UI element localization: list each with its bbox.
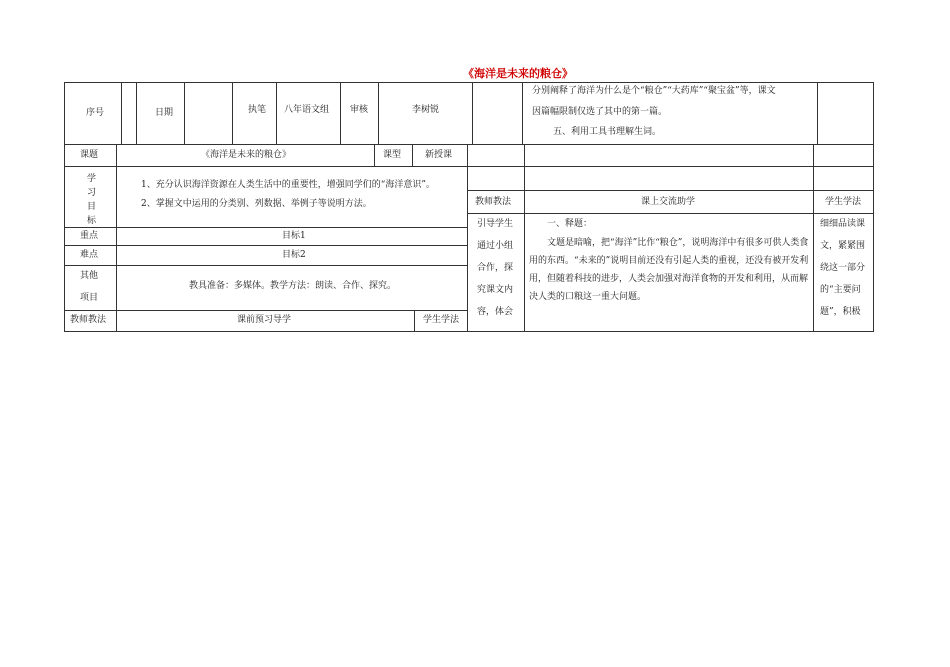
topright-line1: 分别阐释了海洋为什么是个“粮仓”“大药库”“聚宝盆”等，课文 [532, 86, 776, 96]
table-border [524, 144, 525, 332]
table-border [813, 144, 814, 332]
table-border [378, 82, 379, 144]
right-teacher-method-label: 教师教法 [475, 197, 512, 207]
table-border [817, 82, 818, 144]
explain-heading: 一、释题： [547, 219, 593, 229]
table-border [121, 82, 122, 144]
writer-group: 八年语文组 [284, 105, 330, 115]
goal-1: 1、充分认识海洋资源在人类生活中的重要性，增强同学们的“海洋意识”。 [141, 180, 435, 190]
table-border [276, 82, 277, 144]
serial-label: 序号 [86, 108, 105, 118]
date-label: 日期 [155, 108, 174, 118]
table-border [412, 144, 413, 166]
topic-label: 课题 [80, 150, 99, 160]
preview-label: 课前预习导学 [237, 315, 292, 325]
topright-line3: 五、利用工具书理解生词。 [553, 127, 662, 137]
teacher-col-line: 究课文内 [477, 285, 514, 295]
reviewer-label: 审核 [350, 105, 369, 115]
goals-label-char: 学 [87, 174, 97, 184]
exchange-label: 课上交流助学 [641, 197, 696, 207]
table-border [64, 82, 874, 83]
writer-label: 执笔 [248, 105, 267, 115]
student-col-line: 绕这一部分 [820, 263, 866, 273]
type-label: 课型 [383, 150, 402, 160]
document-title: 《海洋是未来的粮仓》 [372, 66, 577, 83]
teacher-col-line: 容，体会 [477, 307, 514, 317]
table-border [340, 82, 341, 144]
student-col-line: 文，紧紧围 [820, 241, 866, 251]
goals-label-char: 标 [87, 216, 97, 226]
table-border [116, 144, 117, 332]
table-border [64, 82, 65, 332]
table-border [232, 82, 233, 144]
explain-text: 文题是暗喻，把“海洋”比作“粮仓”，说明海洋中有很多可供人类食用的东西。“未来的”说明目前还没有引起人类的重视，还没有被开发利用，但随着科技的进步，人类会加强对海洋食物的开发和利用，从而解决人类的口粮这一重大问题。 [529, 238, 809, 302]
teacher-col-line: 通过小组 [477, 241, 514, 251]
table-border [64, 166, 468, 167]
topright-line2: 因篇幅限制仅选了其中的第一篇。 [532, 107, 668, 117]
student-col-line: 的“主要问 [820, 285, 861, 295]
table-border [64, 331, 874, 332]
goals-label-char: 习 [87, 188, 97, 198]
difficulty-label: 难点 [80, 250, 99, 260]
key-value: 目标1 [282, 231, 306, 241]
table-border [64, 227, 468, 228]
table-border [414, 310, 415, 332]
table-border [136, 82, 137, 144]
table-border [64, 265, 468, 266]
table-border [64, 310, 468, 311]
table-border [64, 245, 468, 246]
key-label: 重点 [80, 231, 99, 241]
topic-value: 《海洋是未来的粮仓》 [201, 150, 292, 160]
right-student-method-label: 学生学法 [825, 197, 862, 207]
other-value: 教具准备：多媒体。教学方法：朗读、合作、探究。 [189, 281, 397, 291]
teacher-method-label: 教师教法 [70, 315, 107, 325]
student-col-line: 细细品读课 [820, 219, 866, 229]
table-border [64, 144, 874, 145]
table-border [374, 144, 375, 166]
table-border [184, 82, 185, 144]
table-border [873, 82, 874, 332]
other-label-2: 项目 [80, 293, 99, 303]
student-method-label: 学生学法 [423, 315, 460, 325]
table-border [467, 144, 468, 332]
teacher-col-line: 合作，探 [477, 263, 514, 273]
difficulty-value: 目标2 [282, 250, 306, 260]
table-border [522, 82, 523, 144]
table-border [472, 82, 473, 144]
other-label-1: 其他 [80, 271, 99, 281]
goal-2: 2、掌握文中运用的分类别、列数据、举例子等说明方法。 [141, 199, 372, 209]
goals-label-char: 目 [87, 202, 97, 212]
type-value: 新授课 [425, 150, 453, 160]
reviewer-name: 李树锐 [412, 105, 440, 115]
teacher-col-line: 引导学生 [477, 219, 514, 229]
student-col-line: 题”，积极 [820, 307, 861, 317]
